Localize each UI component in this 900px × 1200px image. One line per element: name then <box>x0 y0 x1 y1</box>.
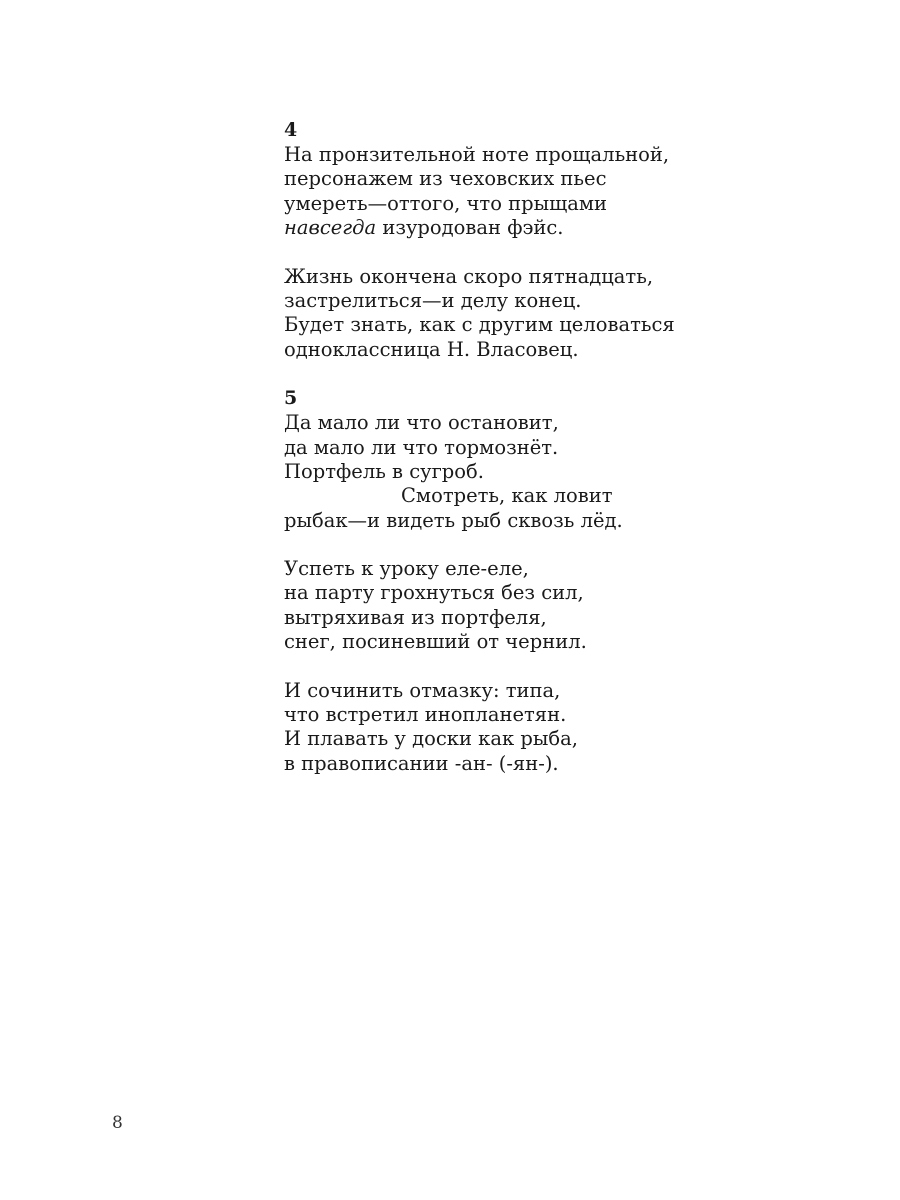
verse-line: Успеть к уроку еле-еле, <box>284 557 529 581</box>
verse-line-indented: Смотреть, как ловит <box>401 484 613 508</box>
verse-line: да мало ли что тормознёт. <box>284 435 559 459</box>
italic-word: навсегда <box>284 216 377 240</box>
verse-line-rest: изуродован фэйс. <box>376 216 564 240</box>
stanza <box>284 557 844 655</box>
verse-line: И сочинить отмазку: типа, <box>284 678 561 702</box>
verse-line: персонажем из чеховских пьес <box>284 167 607 191</box>
verse-line: снег, посиневший от чернил. <box>284 630 587 654</box>
poem-section-4 <box>284 118 844 362</box>
section-number: 4 <box>284 119 298 141</box>
verse-line: что встретил инопланетян. <box>284 703 567 727</box>
verse-line: на парту грохнуться без сил, <box>284 581 584 605</box>
verse-line: вытряхивая из портфеля, <box>284 605 547 629</box>
verse-line: Да мало ли что остановит, <box>284 411 559 435</box>
page-number: 8 <box>112 1113 123 1133</box>
stanza <box>284 265 844 363</box>
verse-line: одноклассница Н. Власовец. <box>284 337 579 361</box>
verse-line: И плавать у доски как рыба, <box>284 727 578 751</box>
verse-line: Портфель в сугроб. <box>284 459 484 483</box>
verse-line: Будет знать, как с другим целоваться <box>284 313 675 337</box>
verse-line <box>284 216 844 240</box>
poem-body <box>284 118 844 800</box>
verse-line: застрелиться—и делу конец. <box>284 288 582 312</box>
stanza <box>284 143 844 241</box>
verse-line: На пронзительной ноте прощальной, <box>284 143 670 166</box>
section-number: 5 <box>284 387 298 410</box>
stanza <box>284 679 844 777</box>
verse-line: Жизнь окончена скоро пятнадцать, <box>284 264 654 288</box>
verse-line: рыбак—и видеть рыб сквозь лёд. <box>284 508 623 532</box>
verse-line: умереть—оттого, что прыщами <box>284 191 608 215</box>
verse-line: в правописании -ан- (-ян-). <box>284 751 559 775</box>
poem-section-5 <box>284 386 844 776</box>
stanza <box>284 411 844 533</box>
